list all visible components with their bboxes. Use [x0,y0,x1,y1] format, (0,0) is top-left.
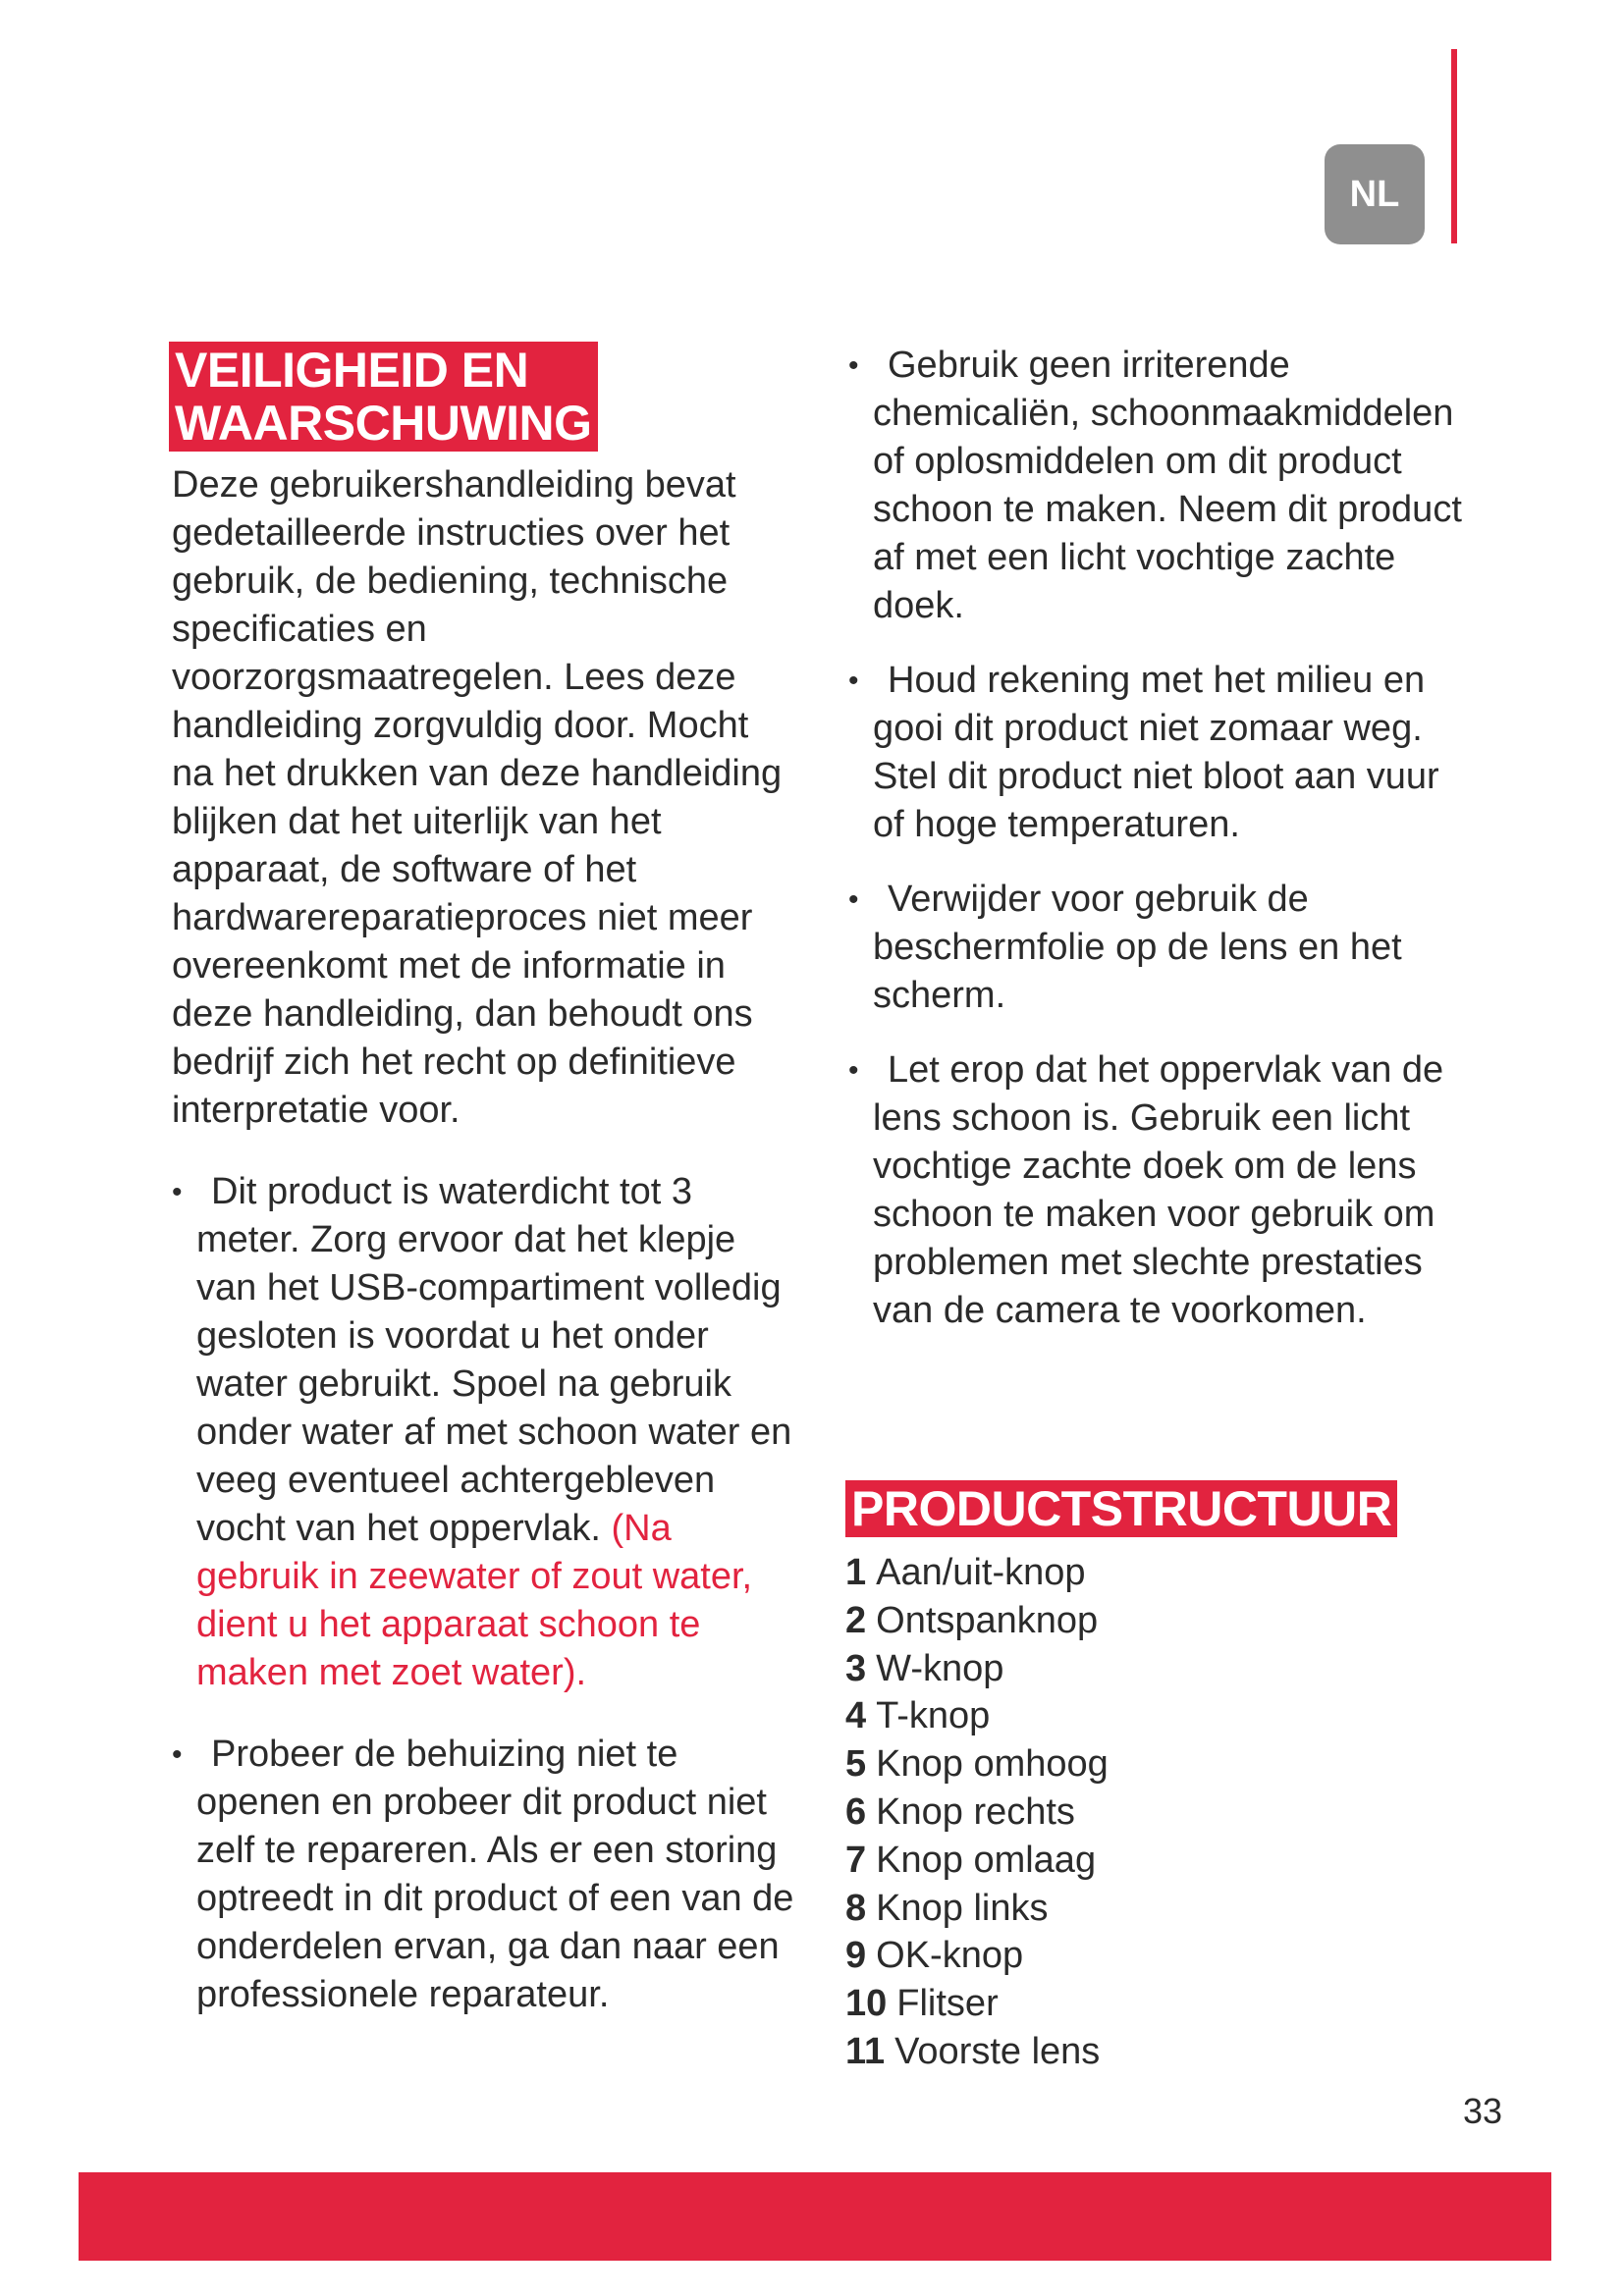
safety-heading-line-1: VEILIGHEID EN [175,343,529,398]
part-number: 9 [845,1935,867,1977]
part-label: OK-knop [876,1935,1024,1977]
part-item [845,1549,1109,1597]
safety-bullet-text: Houd rekening met het milieu en gooi dit product niet zomaar weg. Stel dit product niet bloot aan vuur of hoge temperaturen. [873,660,1439,845]
part-number: 11 [845,2030,886,2072]
footer-band [79,2172,1551,2261]
safety-bullet [848,657,1477,849]
part-label: T-knop [876,1695,991,1737]
part-label: Flitser [896,1983,999,2025]
part-number: 4 [845,1695,867,1737]
part-item [845,1645,1109,1693]
safety-heading [169,342,598,452]
part-item [845,1980,1109,2028]
part-number: 1 [845,1552,867,1593]
part-label: Knop rechts [876,1790,1075,1833]
part-number: 2 [845,1599,867,1641]
part-label: W-knop [876,1647,1004,1689]
safety-intro: Deze gebruikershandleiding bevat gedetailleerde instructies over het gebruik, de bediening, technische specificaties en voorzorgsmaatregelen. Lees deze handleiding zorgvuldig door. Mocht na het drukken van deze handleiding blijken dat het uiterlijk van het apparaat, de software of het hardwarereparatieproces niet meer overeenkomt met de informatie in deze handleiding, dan behoudt ons bedrijf zich het recht op definitieve interpretatie voor. [172,464,783,1131]
safety-bullet-text: Let erop dat het oppervlak van de lens schoon is. Gebruik een licht vochtige zachte doek om de lens schoon te maken voor gebruik om problemen met slechte prestaties van de camera te voorkomen. [873,1049,1444,1331]
language-marker-rule [1451,49,1457,243]
language-badge: NL [1325,144,1425,244]
part-label: Knop links [876,1887,1049,1929]
safety-bullet [848,876,1477,1020]
safety-bullet-text: Verwijder voor gebruik de beschermfolie op de lens en het scherm. [873,879,1402,1016]
safety-list-right [848,342,1477,1335]
part-number: 8 [845,1887,867,1929]
safety-bullet-text: Gebruik geen irriterende chemicaliën, schoonmaakmiddelen of oplosmiddelen om dit product schoon te maken. Neem dit product af met een licht vochtige zachte doek. [873,345,1462,626]
part-item [845,1692,1109,1740]
safety-bullet [848,1046,1477,1335]
part-item [845,1740,1109,1789]
saltwater-note: (Na gebruik in zeewater of zout water, dient u het apparaat schoon te maken met zoet water). [196,1508,753,1693]
safety-bullet-text: Probeer de behuizing niet te openen en probeer dit product niet zelf te repareren. Als er een storing optreedt in dit product of een van de onderdelen ervan, ga dan naar een professionele reparateur. [196,1734,794,2015]
part-item [845,2028,1109,2076]
right-column [848,342,1477,1362]
part-label: Knop omlaag [876,1839,1097,1881]
product-structure-heading: PRODUCTSTRUCTUUR [845,1480,1397,1537]
part-label: Voorste lens [894,2030,1101,2072]
safety-bullet-text: Dit product is waterdicht tot 3 meter. Zorg ervoor dat het klepje van het USB-compartiment volledig gesloten is voordat u het onder water gebruikt. Spoel na gebruik onder water af met schoon water en veeg eventueel achtergebleven vocht van het oppervlak. [196,1171,792,1549]
part-item [845,1885,1109,1933]
safety-list-left [172,1168,800,2019]
page-number: 33 [1463,2091,1503,2131]
safety-heading-line-2: WAARSCHUWING [175,396,592,451]
part-label: Aan/uit-knop [876,1552,1086,1593]
part-label: Ontspanknop [876,1599,1099,1641]
part-item [845,1789,1109,1837]
safety-bullet [172,1731,800,2019]
safety-bullet [848,342,1477,630]
part-item [845,1837,1109,1885]
part-item [845,1597,1109,1645]
part-number: 3 [845,1647,867,1689]
part-number: 7 [845,1839,867,1881]
part-number: 6 [845,1790,867,1833]
product-parts-list [845,1549,1109,2076]
part-number: 5 [845,1743,867,1786]
part-label: Knop omhoog [876,1743,1109,1786]
left-column [172,461,800,2053]
part-item [845,1932,1109,1980]
part-number: 10 [845,1983,888,2025]
safety-bullet [172,1168,800,1697]
